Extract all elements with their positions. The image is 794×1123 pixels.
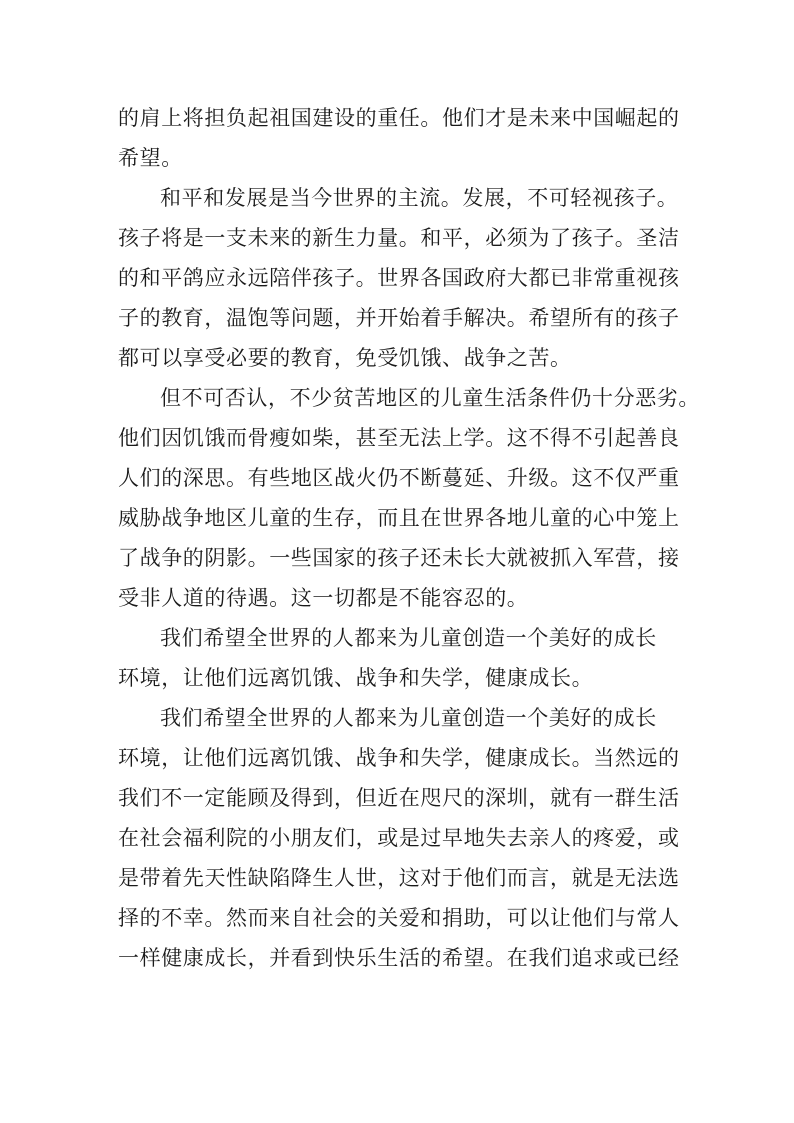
text-line: 但不可否认，不少贫苦地区的儿童生活条件仍十分恶劣。: [160, 386, 700, 410]
text-line: 的肩上将担负起祖国建设的重任。他们才是未来中国崛起的: [118, 106, 680, 130]
text-line: 的和平鸽应永远陪伴孩子。世界各国政府大都已非常重视孩: [118, 266, 680, 290]
text-line: 我们希望全世界的人都来为儿童创造一个美好的成长: [160, 706, 657, 730]
body-text: [118, 98, 700, 978]
text-line: 人们的深思。有些地区战火仍不断蔓延、升级。这不仅严重: [118, 466, 680, 490]
text-line: 了战争的阴影。一些国家的孩子还未长大就被抓入军营，接: [118, 546, 680, 570]
text-line: 威胁战争地区儿童的生存，而且在世界各地儿童的心中笼上: [118, 506, 680, 530]
text-line: 希望。: [118, 146, 183, 170]
text-line: 和平和发展是当今世界的主流。发展，不可轻视孩子。: [160, 186, 679, 210]
text-line: 我们不一定能顾及得到，但近在咫尺的深圳，就有一群生活: [118, 786, 680, 810]
text-line: 一样健康成长，并看到快乐生活的希望。在我们追求或已经: [118, 946, 680, 970]
text-line: 环境，让他们远离饥饿、战争和失学，健康成长。: [118, 666, 594, 690]
text-line: 子的教育，温饱等问题，并开始着手解决。希望所有的孩子: [118, 306, 680, 330]
text-line: 受非人道的待遇。这一切都是不能容忍的。: [118, 586, 529, 610]
text-line: 孩子将是一支未来的新生力量。和平，必须为了孩子。圣洁: [118, 226, 680, 250]
text-line: 他们因饥饿而骨瘦如柴，甚至无法上学。这不得不引起善良: [118, 426, 680, 450]
text-line: 是带着先天性缺陷降生人世，这对于他们而言，就是无法选: [118, 866, 680, 890]
text-line: 择的不幸。然而来自社会的关爱和捐助，可以让他们与常人: [118, 906, 680, 930]
text-line: 环境，让他们远离饥饿、战争和失学，健康成长。当然远的: [118, 746, 680, 770]
text-line: 在社会福利院的小朋友们，或是过早地失去亲人的疼爱，或: [118, 826, 680, 850]
text-line: 都可以享受必要的教育，免受饥饿、战争之苦。: [118, 346, 572, 370]
text-line: 我们希望全世界的人都来为儿童创造一个美好的成长: [160, 626, 657, 650]
